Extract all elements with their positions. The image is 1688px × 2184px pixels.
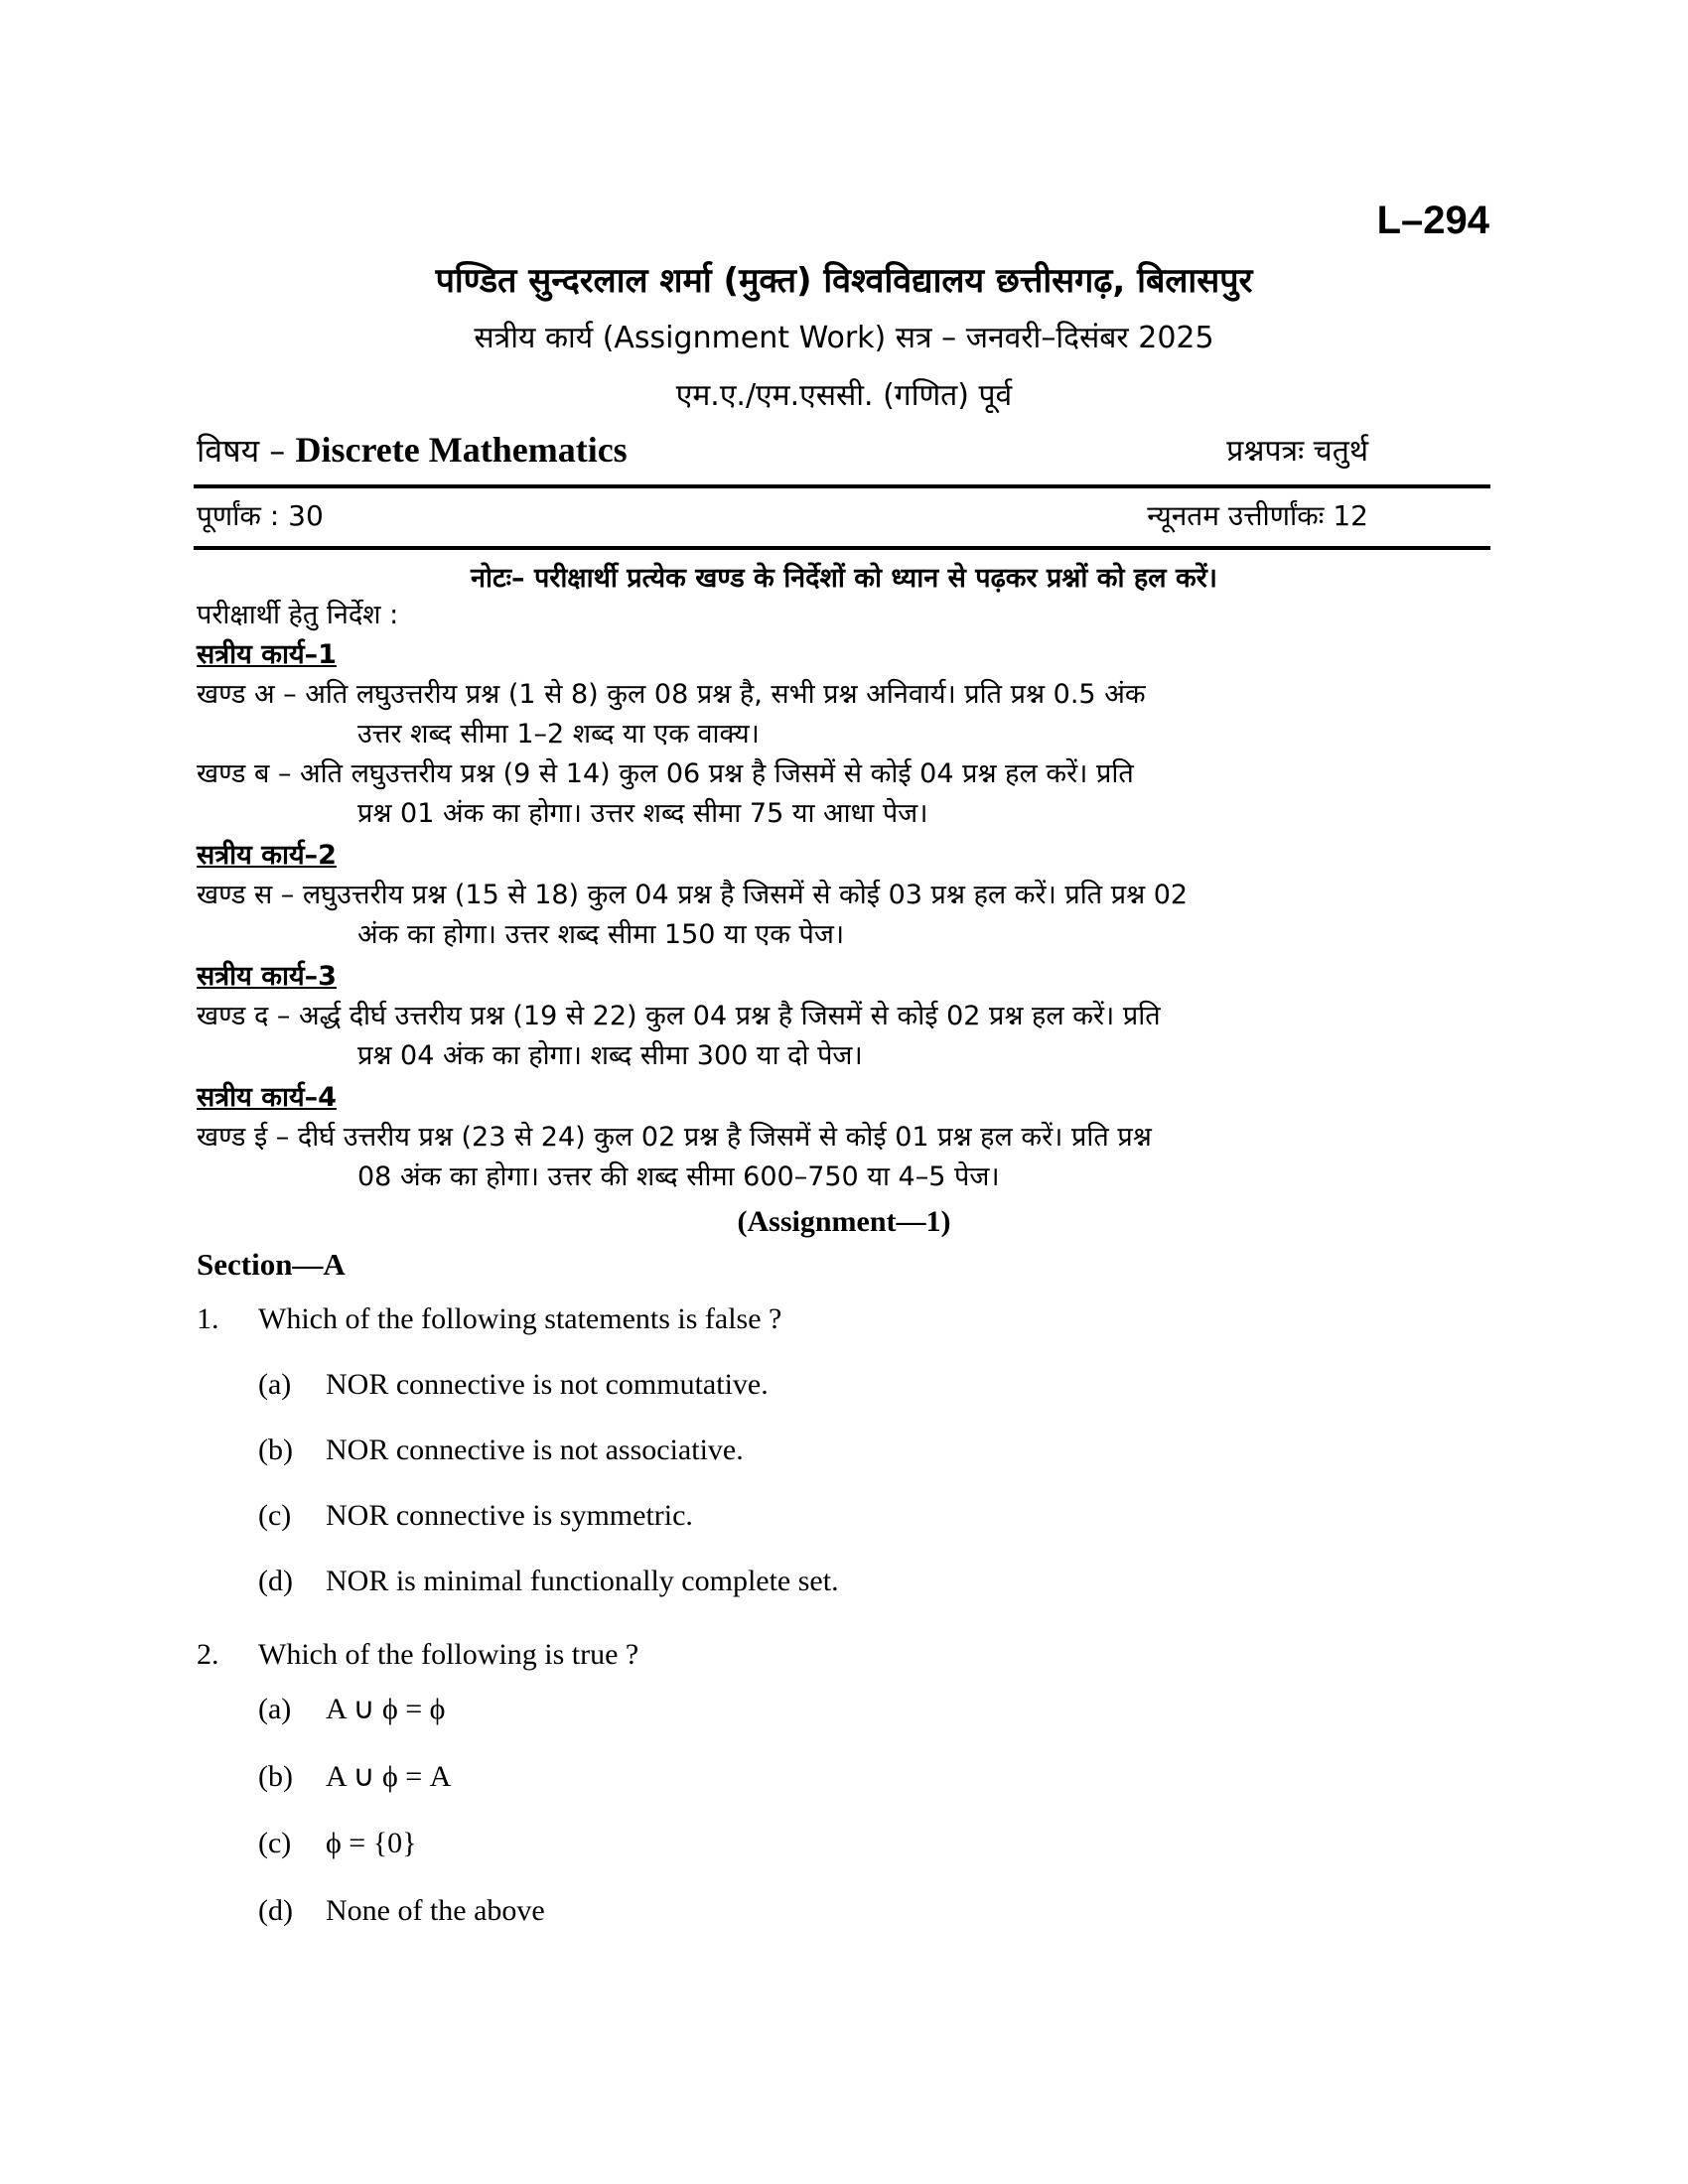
question-1 bbox=[197, 1302, 781, 1336]
option-label: (c) bbox=[258, 1827, 292, 1859]
option-text: NOR connective is not associative. bbox=[326, 1433, 744, 1466]
option-text: A ∪ ϕ = ϕ bbox=[326, 1693, 446, 1725]
option-item bbox=[258, 1565, 839, 1598]
instruction-line: प्रश्न 01 अंक का होगा। उत्तर शब्द सीमा 75 या आधा पेज। bbox=[357, 798, 928, 829]
option-text: A ∪ ϕ = A bbox=[326, 1760, 452, 1793]
instruction-line: खण्ड द – अर्द्ध दीर्घ उत्तरीय प्रश्न (19 से 22) कुल 04 प्रश्न है जिसमें से कोई 02 प्रश्न हल करें। प्रति bbox=[197, 1001, 1161, 1031]
subject-line bbox=[197, 429, 628, 472]
subject-name: Discrete Mathematics bbox=[295, 430, 628, 470]
note: नोटः– परीक्षार्थी प्रत्येक खण्ड के निर्देशों को ध्यान से पढ़कर प्रश्नों को हल करें। bbox=[471, 563, 1217, 594]
question-number: 1. bbox=[197, 1302, 219, 1335]
question-2 bbox=[197, 1638, 638, 1672]
instruction-heading bbox=[197, 635, 1493, 675]
instruction-line: खण्ड अ – अति लघुउत्तरीय प्रश्न (1 से 8) कुल 08 प्रश्न है, सभी प्रश्न अनिवार्य। प्रति प्रश्न 0.5 अंक bbox=[197, 679, 1146, 710]
option-label: (d) bbox=[258, 1894, 293, 1927]
instruction-heading bbox=[197, 836, 1493, 876]
option-label: (a) bbox=[258, 1693, 292, 1725]
option-item bbox=[258, 1692, 445, 1726]
instruction-heading bbox=[197, 957, 1493, 997]
section-title: Section—A bbox=[197, 1247, 346, 1282]
question-number: 2. bbox=[197, 1638, 219, 1671]
option-text: NOR connective is not commutative. bbox=[326, 1368, 769, 1401]
instruction-line: खण्ड ब – अति लघुउत्तरीय प्रश्न (9 से 14) कुल 06 प्रश्न है जिसमें से कोई 04 प्रश्न हल करें। प्रति bbox=[197, 758, 1134, 789]
option-label: (a) bbox=[258, 1368, 292, 1401]
option-text: None of the above bbox=[326, 1894, 545, 1927]
option-item bbox=[258, 1368, 769, 1402]
divider-bottom bbox=[194, 546, 1490, 550]
subject-label: विषय – bbox=[197, 432, 286, 470]
assignment-title: (Assignment—1) bbox=[737, 1205, 951, 1238]
divider-top bbox=[194, 484, 1490, 488]
instruction-line: प्रश्न 04 अंक का होगा। शब्द सीमा 300 या दो पेज। bbox=[357, 1040, 863, 1071]
instruction-line: 08 अंक का होगा। उत्तर की शब्द सीमा 600–750 या 4–5 पेज। bbox=[357, 1161, 1000, 1192]
question-text: Which of the following is true ? bbox=[258, 1638, 639, 1671]
paper-number: प्रश्नपत्रः चतुर्थ bbox=[1226, 434, 1368, 469]
paper-code: L–294 bbox=[1376, 199, 1489, 242]
option-item bbox=[258, 1433, 744, 1467]
instruction-heading bbox=[197, 1078, 1493, 1118]
option-label: (d) bbox=[258, 1565, 293, 1597]
assignment-4-heading: सत्रीय कार्य–4 bbox=[197, 1082, 337, 1113]
instruction-line: उत्तर शब्द सीमा 1–2 शब्द या एक वाक्य। bbox=[357, 719, 760, 750]
option-text: NOR is minimal functionally complete set. bbox=[326, 1565, 839, 1597]
option-text: ϕ = {0} bbox=[326, 1827, 417, 1859]
option-item bbox=[258, 1759, 451, 1794]
assignment-2-heading: सत्रीय कार्य–2 bbox=[197, 840, 337, 871]
session-line: सत्रीय कार्य (Assignment Work) सत्र – जनवरी–दिसंबर 2025 bbox=[474, 321, 1214, 355]
option-label: (b) bbox=[258, 1433, 293, 1466]
university-name: पण्डित सुन्दरलाल शर्मा (मुक्त) विश्वविद्यालय छत्तीसगढ़, बिलासपुर bbox=[435, 261, 1253, 301]
option-label: (c) bbox=[258, 1499, 292, 1532]
instructions-title: परीक्षार्थी हेतु निर्देश : bbox=[197, 600, 399, 630]
option-item bbox=[258, 1894, 545, 1928]
option-text: NOR connective is symmetric. bbox=[326, 1499, 693, 1532]
max-marks: पूर्णांक : 30 bbox=[197, 499, 324, 532]
option-label: (b) bbox=[258, 1760, 293, 1793]
min-pass-marks: न्यूनतम उत्तीर्णांकः 12 bbox=[1147, 499, 1368, 532]
instruction-line: खण्ड ई – दीर्घ उत्तरीय प्रश्न (23 से 24) कुल 02 प्रश्न है जिसमें से कोई 01 प्रश्न हल करें। प्रति प्रश्न bbox=[197, 1122, 1152, 1153]
assignment-3-heading: सत्रीय कार्य–3 bbox=[197, 961, 337, 992]
option-item bbox=[258, 1827, 417, 1860]
course-name: एम.ए./एम.एससी. (गणित) पूर्व bbox=[675, 378, 1013, 413]
assignment-1-heading: सत्रीय कार्य–1 bbox=[197, 639, 337, 670]
option-item bbox=[258, 1499, 693, 1533]
instruction-line: अंक का होगा। उत्तर शब्द सीमा 150 या एक पेज। bbox=[357, 919, 845, 950]
instruction-line: खण्ड स – लघुउत्तरीय प्रश्न (15 से 18) कुल 04 प्रश्न है जिसमें से कोई 03 प्रश्न हल करें। प्रति प्रश्न 02 bbox=[197, 880, 1189, 910]
question-text: Which of the following statements is false ? bbox=[258, 1302, 782, 1335]
